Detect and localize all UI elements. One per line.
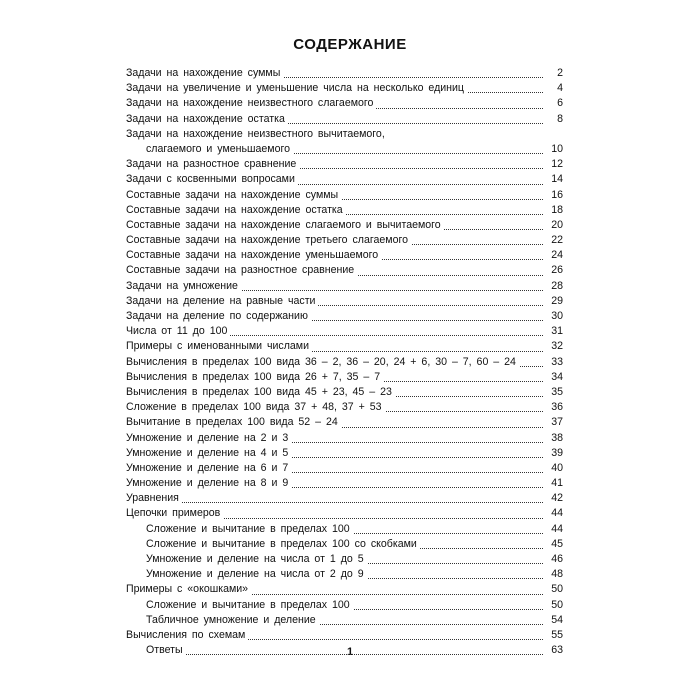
toc-entry-title: Вычисления в пределах 100 вида 26 + 7, 35 – 7 — [126, 370, 383, 385]
toc-entry-page: 45 — [548, 537, 563, 552]
toc-entry-title: Умножение и деление на числа от 2 до 9 — [126, 567, 367, 582]
toc-entry-page: 35 — [548, 385, 563, 400]
toc-entry-title: слагаемого и уменьшаемого — [126, 142, 293, 157]
toc-entry — [126, 461, 563, 476]
toc-entry — [126, 294, 563, 309]
toc-entry — [126, 127, 563, 142]
toc-entry-page: 33 — [548, 355, 563, 370]
toc-entry-page: 26 — [548, 263, 563, 278]
toc-entry — [126, 431, 563, 446]
toc-entry — [126, 279, 563, 294]
toc-entry-page: 20 — [548, 218, 563, 233]
toc-entry-page: 14 — [548, 172, 563, 187]
toc-entry — [126, 415, 563, 430]
toc-entry — [126, 355, 563, 370]
toc-entry-title: Составные задачи на нахождение третьего слагаемого — [126, 233, 411, 248]
toc-entry-page: 44 — [548, 522, 563, 537]
toc-entry-title: Вычисления по схемам — [126, 628, 248, 643]
toc-entry-page: 28 — [548, 279, 563, 294]
toc-entry-page: 8 — [554, 112, 563, 127]
toc-entry-title: Умножение и деление на числа от 1 до 5 — [126, 552, 367, 567]
toc-entry — [126, 263, 563, 278]
toc-entry-page: 16 — [548, 188, 563, 203]
toc-entry — [126, 613, 563, 628]
toc-entry — [126, 598, 563, 613]
toc-entry-page: 48 — [548, 567, 563, 582]
toc-entry-page: 37 — [548, 415, 563, 430]
toc-entry — [126, 188, 563, 203]
toc-entry-title: Уравнения — [126, 491, 182, 506]
toc-entry — [126, 628, 563, 643]
toc-entry-page: 34 — [548, 370, 563, 385]
toc-entry-page: 41 — [548, 476, 563, 491]
toc-entry-page: 50 — [548, 598, 563, 613]
toc-entry-title: Составные задачи на нахождение суммы — [126, 188, 341, 203]
toc-entry-title: Вычитание в пределах 100 вида 52 – 24 — [126, 415, 341, 430]
toc-entry-page: 55 — [548, 628, 563, 643]
toc-entry — [126, 522, 563, 537]
toc-entry-page: 63 — [548, 643, 563, 658]
toc-entry — [126, 96, 563, 111]
toc-entry-page: 38 — [548, 431, 563, 446]
toc-entry-title: Задачи на деление по содержанию — [126, 309, 311, 324]
toc-entry-title: Составные задачи на нахождение остатка — [126, 203, 346, 218]
toc-entry-title: Составные задачи на разностное сравнение — [126, 263, 357, 278]
page-title: СОДЕРЖАНИЕ — [293, 36, 407, 53]
toc-entry — [126, 172, 563, 187]
toc-entry-title: Составные задачи на нахождение слагаемого и вычитаемого — [126, 218, 444, 233]
toc-entry — [126, 582, 563, 597]
toc-entry — [126, 309, 563, 324]
toc-entry-page: 36 — [548, 400, 563, 415]
toc-entry-title: Умножение и деление на 4 и 5 — [126, 446, 291, 461]
toc-entry-title: Сложение и вычитание в пределах 100 — [126, 598, 353, 613]
toc-entry-page: 50 — [548, 582, 563, 597]
toc-entry — [126, 142, 563, 157]
toc-entry-title: Задачи на деление на равные части — [126, 294, 318, 309]
toc-entry-title: Умножение и деление на 8 и 9 — [126, 476, 291, 491]
table-of-contents — [126, 66, 563, 658]
toc-entry — [126, 324, 563, 339]
toc-entry-title: Сложение в пределах 100 вида 37 + 48, 37 + 53 — [126, 400, 385, 415]
toc-entry-page: 12 — [548, 157, 563, 172]
toc-entry-page: 24 — [548, 248, 563, 263]
toc-entry-title: Составные задачи на нахождение уменьшаемого — [126, 248, 381, 263]
toc-entry-title: Сложение и вычитание в пределах 100 — [126, 522, 353, 537]
toc-entry-title: Табличное умножение и деление — [126, 613, 319, 628]
toc-entry-page: 22 — [548, 233, 563, 248]
toc-entry-page: 44 — [548, 506, 563, 521]
toc-entry-page: 54 — [548, 613, 563, 628]
toc-entry-page: 32 — [548, 339, 563, 354]
toc-entry — [126, 81, 563, 96]
toc-entry-page: 30 — [548, 309, 563, 324]
toc-entry — [126, 446, 563, 461]
toc-entry — [126, 552, 563, 567]
dot-leader — [126, 654, 543, 655]
toc-entry-title: Умножение и деление на 2 и 3 — [126, 431, 291, 446]
toc-entry — [126, 476, 563, 491]
toc-entry-title: Умножение и деление на 6 и 7 — [126, 461, 291, 476]
toc-entry-title: Числа от 11 до 100 — [126, 324, 230, 339]
toc-entry-title: Вычисления в пределах 100 вида 45 + 23, 45 – 23 — [126, 385, 395, 400]
toc-entry-page: 6 — [554, 96, 563, 111]
page-number: 1 — [346, 646, 354, 658]
toc-entry — [126, 112, 563, 127]
toc-entry-title: Задачи на разностное сравнение — [126, 157, 299, 172]
toc-entry-title: Сложение и вычитание в пределах 100 со скобками — [126, 537, 420, 552]
toc-entry-page: 40 — [548, 461, 563, 476]
toc-entry-title: Задачи на нахождение остатка — [126, 112, 288, 127]
toc-entry-page: 46 — [548, 552, 563, 567]
toc-entry — [126, 157, 563, 172]
toc-entry-page: 42 — [548, 491, 563, 506]
toc-entry-title: Задачи с косвенными вопросами — [126, 172, 298, 187]
toc-entry-title: Задачи на увеличение и уменьшение числа на несколько единиц — [126, 81, 467, 96]
toc-entry-page: 4 — [554, 81, 563, 96]
toc-entry-page: 31 — [548, 324, 563, 339]
toc-entry — [126, 537, 563, 552]
toc-entry-title: Задачи на нахождение неизвестного вычитаемого, — [126, 127, 388, 142]
toc-entry-title: Задачи на нахождение суммы — [126, 66, 283, 81]
toc-entry-title: Цепочки примеров — [126, 506, 223, 521]
toc-entry-page: 18 — [548, 203, 563, 218]
toc-entry-title: Задачи на умножение — [126, 279, 241, 294]
toc-entry-page: 2 — [554, 66, 563, 81]
toc-entry-title: Ответы — [126, 643, 186, 658]
toc-entry-title: Примеры с «окошками» — [126, 582, 251, 597]
dot-leader — [126, 502, 543, 503]
toc-entry-page: 39 — [548, 446, 563, 461]
toc-entry-title: Вычисления в пределах 100 вида 36 – 2, 36 – 20, 24 + 6, 30 – 7, 60 – 24 — [126, 355, 519, 370]
toc-entry — [126, 339, 563, 354]
toc-entry — [126, 400, 563, 415]
toc-entry — [126, 506, 563, 521]
toc-entry — [126, 385, 563, 400]
toc-entry-page: 10 — [548, 142, 563, 157]
toc-entry — [126, 491, 563, 506]
toc-entry-page: 29 — [548, 294, 563, 309]
toc-entry — [126, 203, 563, 218]
toc-entry — [126, 233, 563, 248]
toc-entry — [126, 218, 563, 233]
toc-entry — [126, 248, 563, 263]
toc-entry-title: Задачи на нахождение неизвестного слагаемого — [126, 96, 376, 111]
toc-entry — [126, 66, 563, 81]
toc-entry — [126, 567, 563, 582]
toc-entry-title: Примеры с именованными числами — [126, 339, 312, 354]
toc-entry — [126, 370, 563, 385]
